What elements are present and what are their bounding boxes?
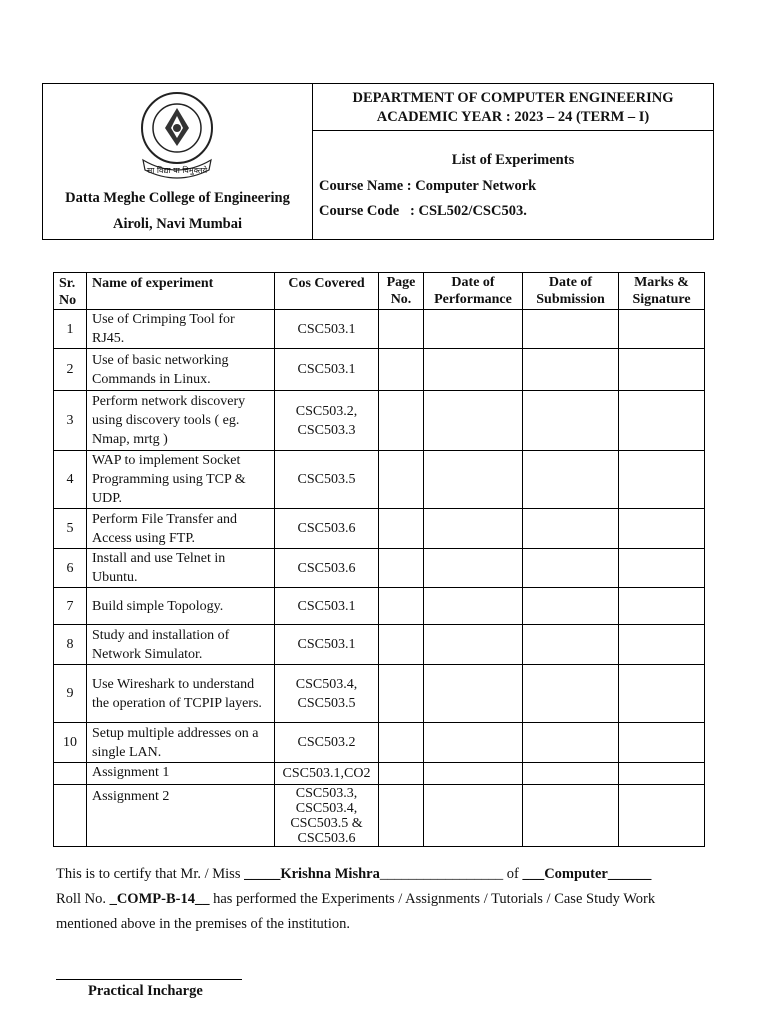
row-sr xyxy=(54,785,87,847)
row-date-submission xyxy=(523,588,619,625)
table-row xyxy=(54,349,705,391)
row-experiment: Assignment 1 xyxy=(87,763,275,785)
row-date-performance xyxy=(424,391,523,451)
row-marks xyxy=(619,588,705,625)
row-experiment: Install and use Telnet in Ubuntu. xyxy=(87,549,275,588)
course-code: Course Code : CSL502/CSC503. xyxy=(319,203,527,219)
row-cos: CSC503.6 xyxy=(275,509,379,549)
row-marks xyxy=(619,509,705,549)
row-experiment: Use of Crimping Tool for RJ45. xyxy=(87,310,275,349)
row-sr: 8 xyxy=(54,625,87,665)
row-sr: 7 xyxy=(54,588,87,625)
row-cos: CSC503.1 xyxy=(275,588,379,625)
table-row xyxy=(54,665,705,723)
row-experiment: WAP to implement Socket Programming using TCP & UDP. xyxy=(87,451,275,509)
course-block xyxy=(313,84,713,239)
row-cos: CSC503.6 xyxy=(275,549,379,588)
row-date-submission xyxy=(523,509,619,549)
cert-student-name: _____Krishna Mishra xyxy=(244,866,380,882)
college-name: Datta Meghe College of Engineering xyxy=(65,190,290,206)
academic-year: ACADEMIC YEAR : 2023 – 24 (TERM – I) xyxy=(376,109,650,125)
row-date-performance xyxy=(424,763,523,785)
table-row xyxy=(54,549,705,588)
row-date-performance xyxy=(424,310,523,349)
table-row xyxy=(54,723,705,763)
row-cos: CSC503.2 xyxy=(275,723,379,763)
row-sr xyxy=(54,763,87,785)
list-title: List of Experiments xyxy=(451,152,575,168)
header-cos: Cos Covered xyxy=(275,273,379,310)
row-date-performance xyxy=(424,785,523,847)
experiments-table xyxy=(53,272,705,847)
department-heading xyxy=(313,84,713,131)
row-page xyxy=(379,549,424,588)
table-row xyxy=(54,625,705,665)
row-date-performance xyxy=(424,723,523,763)
row-page xyxy=(379,509,424,549)
row-date-performance xyxy=(424,349,523,391)
row-sr: 1 xyxy=(54,310,87,349)
table-row xyxy=(54,451,705,509)
row-experiment: Use of basic networking Commands in Linux. xyxy=(87,349,275,391)
row-marks xyxy=(619,310,705,349)
table-row xyxy=(54,588,705,625)
header-page: Page No. xyxy=(379,273,424,310)
row-page xyxy=(379,763,424,785)
department-name: DEPARTMENT OF COMPUTER ENGINEERING xyxy=(352,90,674,106)
course-name: Course Name : Computer Network xyxy=(319,178,537,194)
row-page xyxy=(379,451,424,509)
row-cos: CSC503.2, CSC503.3 xyxy=(275,391,379,451)
row-sr: 9 xyxy=(54,665,87,723)
row-experiment: Assignment 2 xyxy=(87,785,275,847)
row-sr: 2 xyxy=(54,349,87,391)
row-experiment: Build simple Topology. xyxy=(87,588,275,625)
table-row xyxy=(54,310,705,349)
table-row xyxy=(54,763,705,785)
row-sr: 3 xyxy=(54,391,87,451)
row-marks xyxy=(619,391,705,451)
row-page xyxy=(379,723,424,763)
row-marks xyxy=(619,349,705,391)
row-page xyxy=(379,785,424,847)
certificate-text xyxy=(56,862,716,937)
row-sr: 10 xyxy=(54,723,87,763)
row-date-submission xyxy=(523,763,619,785)
row-marks xyxy=(619,723,705,763)
header-date-performance: Date of Performance xyxy=(424,273,523,310)
row-experiment: Study and installation of Network Simulator. xyxy=(87,625,275,665)
row-date-performance xyxy=(424,451,523,509)
header-name: Name of experiment xyxy=(87,273,275,310)
row-marks xyxy=(619,451,705,509)
row-cos: CSC503.1 xyxy=(275,310,379,349)
header-sr: Sr. No xyxy=(54,273,87,310)
college-block xyxy=(43,84,313,239)
row-date-performance xyxy=(424,588,523,625)
row-experiment: Perform network discovery using discovery tools ( eg. Nmap, mrtg ) xyxy=(87,391,275,451)
row-date-submission xyxy=(523,625,619,665)
row-sr: 5 xyxy=(54,509,87,549)
college-logo-icon xyxy=(129,90,225,182)
table-row xyxy=(54,391,705,451)
row-marks xyxy=(619,665,705,723)
cert-roll-number: _COMP-B-14__ xyxy=(109,891,210,907)
row-page xyxy=(379,625,424,665)
row-cos: CSC503.1 xyxy=(275,625,379,665)
row-date-performance xyxy=(424,549,523,588)
logo-motto: सा विद्या या विमुक्तये xyxy=(146,166,208,175)
row-marks xyxy=(619,785,705,847)
row-page xyxy=(379,310,424,349)
row-cos: CSC503.1,CO2 xyxy=(275,763,379,785)
row-sr: 6 xyxy=(54,549,87,588)
signature-label: Practical Incharge xyxy=(88,983,203,999)
cert-blank: _________________ xyxy=(379,866,504,882)
row-experiment: Perform File Transfer and Access using FTP. xyxy=(87,509,275,549)
row-date-submission xyxy=(523,391,619,451)
row-date-submission xyxy=(523,785,619,847)
row-cos: CSC503.1 xyxy=(275,349,379,391)
row-page xyxy=(379,349,424,391)
cert-department: ___Computer______ xyxy=(522,866,652,882)
row-marks xyxy=(619,763,705,785)
table-header-row xyxy=(54,273,705,310)
row-sr: 4 xyxy=(54,451,87,509)
row-date-performance xyxy=(424,509,523,549)
row-marks xyxy=(619,625,705,665)
row-date-submission xyxy=(523,451,619,509)
row-page xyxy=(379,665,424,723)
cert-body: has performed the Experiments / Assignments / Tutorials / Case Study Work mentioned above in the premises of the institution. xyxy=(56,891,656,932)
table-row xyxy=(54,785,705,847)
row-date-performance xyxy=(424,665,523,723)
row-date-submission xyxy=(523,549,619,588)
row-date-submission xyxy=(523,310,619,349)
row-date-submission xyxy=(523,723,619,763)
row-cos: CSC503.4, CSC503.5 xyxy=(275,665,379,723)
row-experiment: Setup multiple addresses on a single LAN. xyxy=(87,723,275,763)
row-page xyxy=(379,391,424,451)
row-marks xyxy=(619,549,705,588)
header-marks: Marks & Signature xyxy=(619,273,705,310)
signature-line xyxy=(56,979,242,980)
row-date-performance xyxy=(424,625,523,665)
header-date-submission: Date of Submission xyxy=(523,273,619,310)
header-box xyxy=(42,83,714,240)
table-row xyxy=(54,509,705,549)
row-date-submission xyxy=(523,349,619,391)
cert-intro: This is to certify that Mr. / Miss xyxy=(56,866,245,882)
row-date-submission xyxy=(523,665,619,723)
college-location: Airoli, Navi Mumbai xyxy=(112,216,243,232)
cert-of: of xyxy=(503,866,523,882)
cert-roll-label: Roll No. xyxy=(56,891,110,907)
row-page xyxy=(379,588,424,625)
row-cos: CSC503.5 xyxy=(275,451,379,509)
row-experiment: Use Wireshark to understand the operation of TCPIP layers. xyxy=(87,665,275,723)
row-cos: CSC503.3, CSC503.4, CSC503.5 & CSC503.6 xyxy=(275,785,379,847)
